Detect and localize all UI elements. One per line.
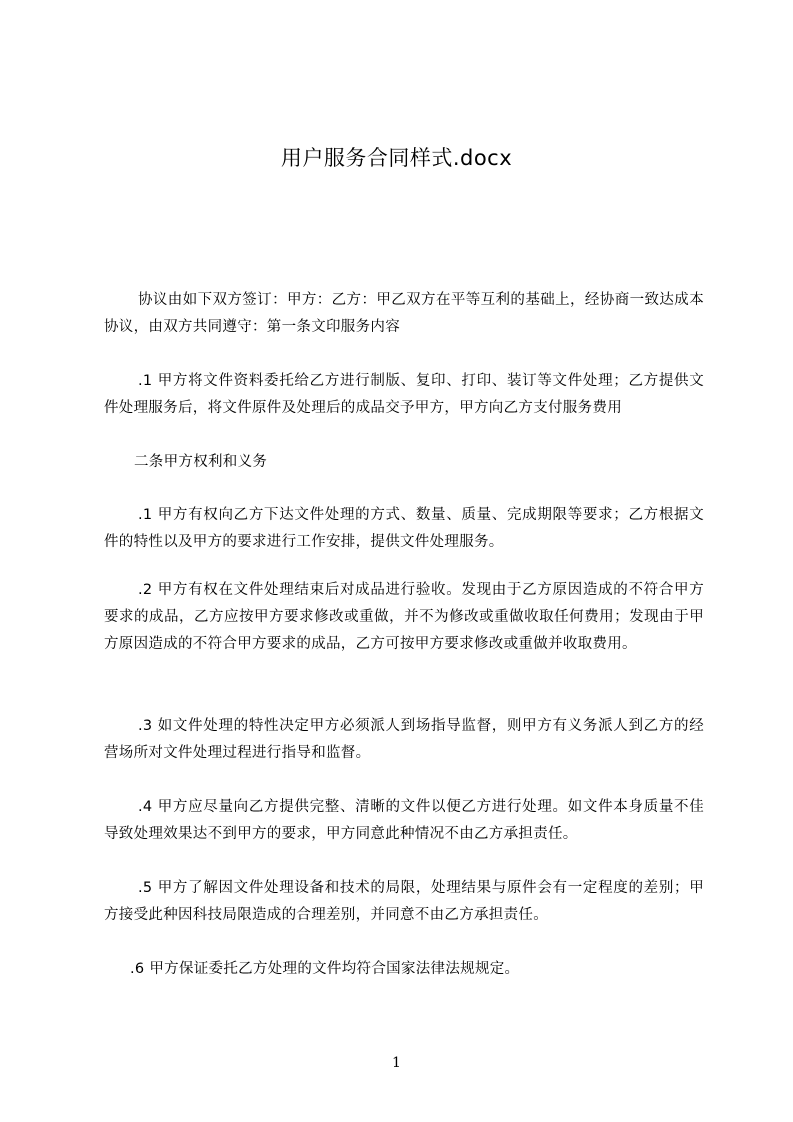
paragraph-clause-2-5: .5 甲方了解因文件处理设备和技术的局限，处理结果与原件会有一定程度的差别；甲方接受此种因科技局限造成的合理差别，并同意不由乙方承担责任。 (104, 880, 704, 923)
paragraph-clause-2-1: .1 甲方有权向乙方下达文件处理的方式、数量、质量、完成期限等要求；乙方根据文件的特性以及甲方的要求进行工作安排，提供文件处理服务。 (104, 507, 704, 550)
paragraph-clause-1-1: .1 甲方将文件资料委托给乙方进行制版、复印、打印、装订等文件处理；乙方提供文件处理服务后，将文件原件及处理后的成品交予甲方，甲方向乙方支付服务费用 (104, 373, 704, 416)
paragraph-clause-2-3: .3 如文件处理的特性决定甲方必须派人到场指导监督，则甲方有义务派人到乙方的经营场所对文件处理过程进行指导和监督。 (104, 718, 704, 761)
paragraph-clause-2-6: .6 甲方保证委托乙方处理的文件均符合国家法律法规规定。 (130, 961, 520, 977)
paragraph-clause-2-4: .4 甲方应尽量向乙方提供完整、清晰的文件以便乙方进行处理。如文件本身质量不佳导致处理效果达不到甲方的要求，甲方同意此种情况不由乙方承担责任。 (104, 799, 704, 842)
paragraph-agreement-intro: 协议由如下双方签订：甲方：乙方：甲乙双方在平等互利的基础上，经协商一致达成本协议，由双方共同遵守：第一条文印服务内容 (104, 292, 704, 335)
paragraph-article-2-heading: 二条甲方权利和义务 (134, 454, 268, 470)
document-title: 用户服务合同样式.docx (280, 146, 513, 170)
paragraph-clause-2-2: .2 甲方有权在文件处理结束后对成品进行验收。发现由于乙方原因造成的不符合甲方要求的成品，乙方应按甲方要求修改或重做，并不为修改或重做收取任何费用；发现由于甲方原因造成的不符合甲方要求的成品，乙方可按甲方要求修改或重做并收取费用。 (104, 582, 704, 652)
page-number: 1 (392, 1055, 401, 1071)
